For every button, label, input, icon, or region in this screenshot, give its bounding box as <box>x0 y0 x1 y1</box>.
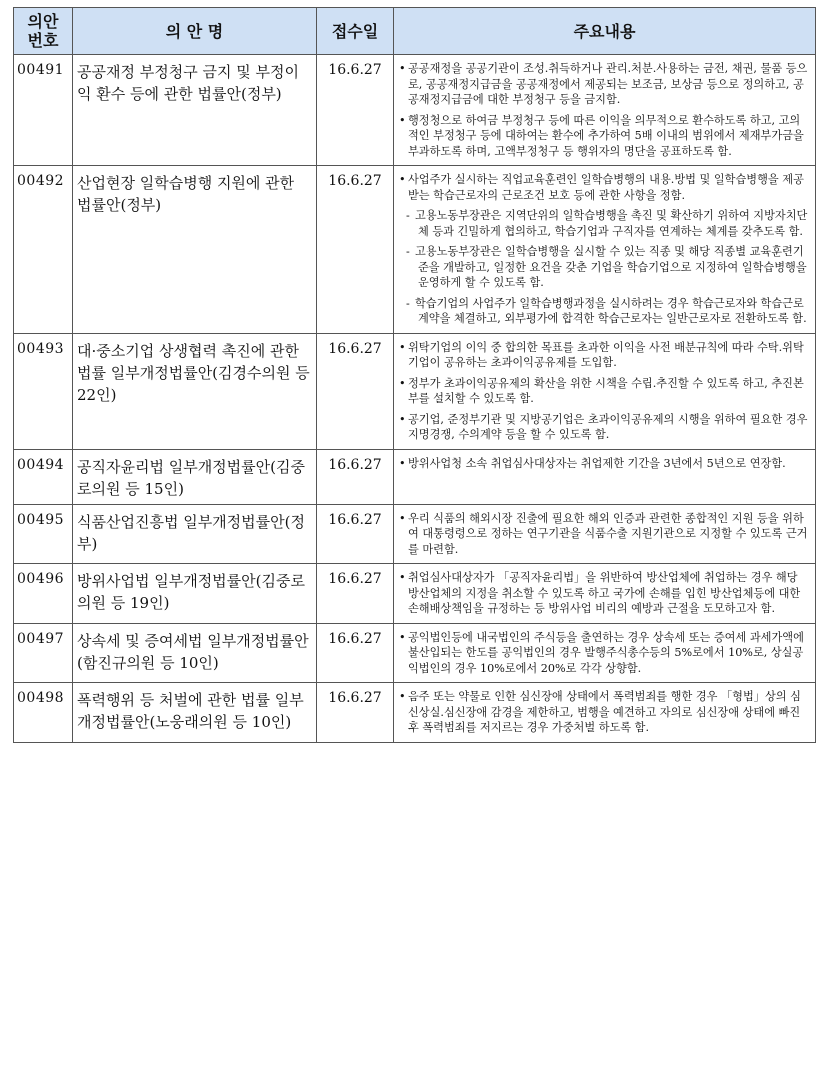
bullet-icon: • <box>399 113 406 127</box>
summary-bullet-item <box>399 376 810 407</box>
summary-text: 우리 식품의 해외시장 진출에 필요한 해외 인증과 관련한 종합적인 지원 등을 위하여 대통령령으로 정하는 연구기관을 식품수출 지원기관으로 지정할 수 있도록 근거를 마련함. <box>408 511 808 556</box>
bill-title: 상속세 및 증여세법 일부개정법률안(함진규의원 등 10인) <box>73 623 317 683</box>
summary-dash-item <box>399 296 810 327</box>
summary-bullet-item <box>399 630 810 677</box>
summary-bullet-item <box>399 61 810 108</box>
bill-title: 방위사업법 일부개정법률안(김중로의원 등 19인) <box>73 564 317 624</box>
header-bill-number-text: 의안 번호 <box>27 12 59 50</box>
bill-number: 00495 <box>14 504 73 564</box>
bullet-icon: • <box>399 511 406 525</box>
summary-dash-item <box>399 208 810 239</box>
summary-bullet-item <box>399 511 810 558</box>
bill-summary <box>394 333 816 449</box>
receipt-date: 16.6.27 <box>317 55 394 166</box>
bill-number: 00492 <box>14 166 73 334</box>
bill-summary <box>394 55 816 166</box>
summary-text: 사업주가 실시하는 직업교육훈련인 일학습병행의 내용.방법 및 일학습병행을 제공받는 학습근로자의 근로조건 보호 등에 관한 사항을 정함. <box>408 173 804 202</box>
receipt-date: 16.6.27 <box>317 683 394 743</box>
summary-text: 위탁기업의 이익 중 합의한 목표를 초과한 이익을 사전 배분규칙에 따라 수탁.위탁 기업이 공유하는 초과이익공유제를 도입함. <box>408 340 804 369</box>
bullet-icon: • <box>399 412 406 426</box>
bullet-icon: • <box>399 456 406 470</box>
bill-summary <box>394 166 816 334</box>
dash-icon: - <box>406 245 410 258</box>
summary-text: 학습기업의 사업주가 일학습병행과정을 실시하려는 경우 학습근로자와 학습근로계약을 체결하고, 외부평가에 합격한 학습근로자는 일반근로자로 전환하도록 함. <box>415 296 807 325</box>
receipt-date: 16.6.27 <box>317 504 394 564</box>
bullet-icon: • <box>399 571 406 584</box>
summary-bullet-item <box>399 340 810 371</box>
header-bill-number <box>14 8 73 55</box>
receipt-date: 16.6.27 <box>317 623 394 683</box>
bullet-icon: • <box>399 340 406 354</box>
bill-number: 00493 <box>14 333 73 449</box>
table-row <box>14 55 816 166</box>
summary-text: 행정청으로 하여금 부정청구 등에 따른 이익을 의무적으로 환수하도록 하고, 고의적인 부정청구 등에 대하여는 환수에 추가하여 5배 이내의 범위에서 제재부가금을 부과하도록 하며, 고액부정청구 등 행위자의 명단을 공표하도록 함. <box>408 113 804 158</box>
bill-summary <box>394 564 816 624</box>
bill-number: 00491 <box>14 55 73 166</box>
summary-bullet-item <box>399 113 810 160</box>
summary-dash-item <box>399 244 810 291</box>
bill-title: 대·중소기업 상생협력 촉진에 관한 법률 일부개정법률안(김경수의원 등 22인) <box>73 333 317 449</box>
bill-summary <box>394 449 816 504</box>
table-row <box>14 564 816 624</box>
bill-title: 공공재정 부정청구 금지 및 부정이익 환수 등에 관한 법률안(정부) <box>73 55 317 166</box>
bill-number: 00496 <box>14 564 73 624</box>
table-row <box>14 623 816 683</box>
header-row <box>14 8 816 55</box>
bullet-icon: • <box>399 62 406 75</box>
summary-text: 방위사업청 소속 취업심사대상자는 취업제한 기간을 3년에서 5년으로 연장함. <box>408 456 786 470</box>
dash-icon: - <box>406 296 410 310</box>
receipt-date: 16.6.27 <box>317 449 394 504</box>
bullet-icon: • <box>399 173 406 186</box>
bill-number: 00498 <box>14 683 73 743</box>
bill-rows <box>14 55 816 743</box>
bill-summary <box>394 623 816 683</box>
bill-title: 식품산업진흥법 일부개정법률안(정부) <box>73 504 317 564</box>
receipt-date: 16.6.27 <box>317 166 394 334</box>
summary-text: 취업심사대상자가 「공직자윤리법」을 위반하여 방산업체에 취업하는 경우 해당 방산업체의 지정을 취소할 수 있도록 하고 국가에 손해를 입힌 방산업체등에 대한 손해배상책임을 규정하는 등 방위사업 비리의 예방과 근절을 도모하고자 함. <box>408 571 801 615</box>
receipt-date: 16.6.27 <box>317 564 394 624</box>
summary-text: 음주 또는 약물로 인한 심신장애 상태에서 폭력범죄를 행한 경우 「형법」상의 심신상실.심신장애 감경을 제한하고, 범행을 예견하고 자의로 심신장애 상태에 빠진 후 폭력범죄를 저지르는 경우 가중처벌 하도록 함. <box>408 690 801 734</box>
receipt-date: 16.6.27 <box>317 333 394 449</box>
bullet-icon: • <box>399 376 406 390</box>
bill-title: 공직자윤리법 일부개정법률안(김중로의원 등 15인) <box>73 449 317 504</box>
summary-text: 정부가 초과이익공유제의 확산을 위한 시책을 수립.추진할 수 있도록 하고, 추진본부를 설치할 수 있도록 함. <box>408 376 804 405</box>
dash-icon: - <box>406 209 410 222</box>
summary-text: 공공재정을 공공기관이 조성.취득하거나 관리.처분.사용하는 금전, 채권, 물품 등으로, 공공재정지급금을 공공재정에서 제공되는 보조금, 보상금 등으로 정의하고, 공공재정지급금에 대한 부정청구 등을 금지함. <box>408 62 808 106</box>
header-date: 접수일 <box>317 8 394 55</box>
bill-title: 폭력행위 등 처벌에 관한 법률 일부개정법률안(노웅래의원 등 10인) <box>73 683 317 743</box>
summary-text: 고용노동부장관은 일학습병행을 실시할 수 있는 직종 및 해당 직종별 교육훈련기준을 개발하고, 일정한 요건을 갖춘 기업을 학습기업으로 지정하여 일학습병행을 운영하게 할 수 있도록 함. <box>415 245 807 289</box>
bill-number: 00497 <box>14 623 73 683</box>
summary-bullet-item <box>399 172 810 203</box>
bill-table <box>13 7 816 743</box>
summary-bullet-item <box>399 456 810 472</box>
bill-summary <box>394 504 816 564</box>
bullet-icon: • <box>399 630 406 644</box>
header-bill-title: 의 안 명 <box>73 8 317 55</box>
bill-title: 산업현장 일학습병행 지원에 관한 법률안(정부) <box>73 166 317 334</box>
summary-bullet-item <box>399 570 810 617</box>
summary-bullet-item <box>399 412 810 443</box>
bill-summary <box>394 683 816 743</box>
table-row <box>14 449 816 504</box>
summary-text: 고용노동부장관은 지역단위의 일학습병행을 촉진 및 확산하기 위하여 지방자치단체 등과 긴밀하게 협의하고, 학습기업과 구직자를 연계하는 체계를 갖추도록 함. <box>415 209 808 238</box>
bullet-icon: • <box>399 690 406 703</box>
table-row <box>14 333 816 449</box>
table-row <box>14 683 816 743</box>
bill-number: 00494 <box>14 449 73 504</box>
summary-text: 공익법인등에 내국법인의 주식등을 출연하는 경우 상속세 또는 증여세 과세가액에 불산입되는 한도를 공익법인의 경우 발행주식총수등의 5%로에서 10%로, 상실공익법인의 경우 10%로에서 20%로 각각 상향함. <box>408 630 804 675</box>
table-row <box>14 504 816 564</box>
header-content: 주요내용 <box>394 8 816 55</box>
summary-text: 공기업, 준정부기관 및 지방공기업은 초과이익공유제의 시행을 위하여 필요한 경우 지명경쟁, 수의계약 등을 할 수 있도록 함. <box>408 412 808 441</box>
summary-bullet-item <box>399 689 810 736</box>
table-row <box>14 166 816 334</box>
